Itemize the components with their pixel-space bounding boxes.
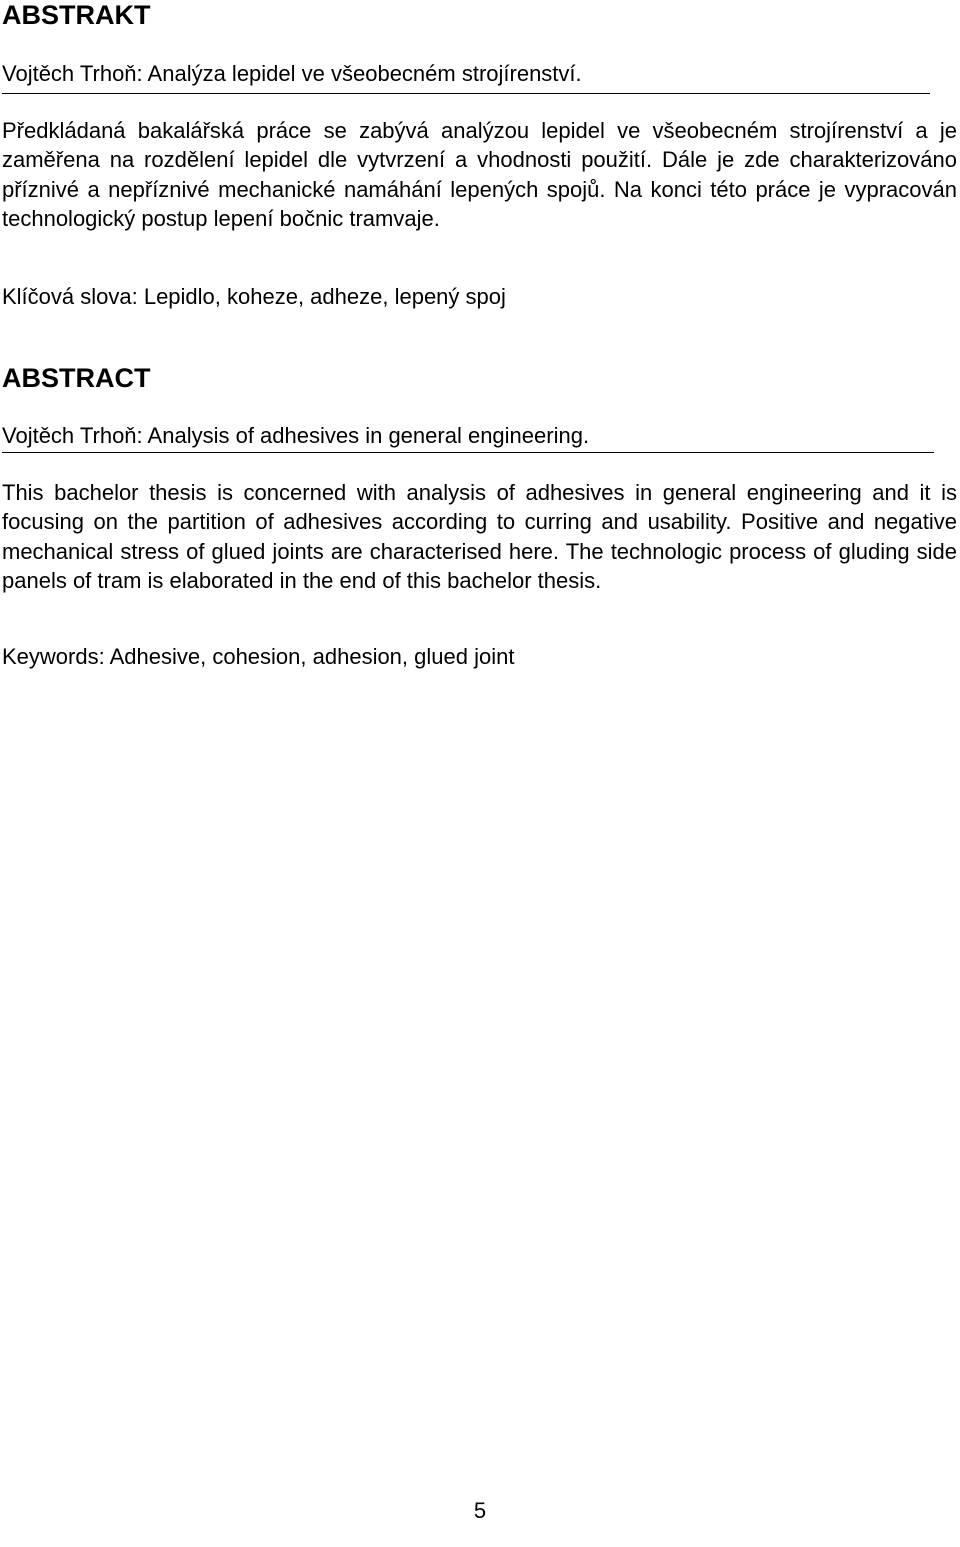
english-title-underline: [2, 452, 934, 453]
abstract-heading: ABSTRACT: [2, 363, 151, 393]
english-author-title: Vojtěch Trhoň: Analysis of adhesives in general engineering.: [2, 423, 590, 448]
english-abstract-paragraph: This bachelor thesis is concerned with analysis of adhesives in general engineering and it is focusing on the partition of adhesives according to curring and usability. Positive and negative mechanical stress of glued joints are characterised here. The technologic process of gluding side panels of tram is elaborated in the end of this bachelor thesis.: [2, 480, 957, 594]
english-keywords: Keywords: Adhesive, cohesion, adhesion, glued joint: [2, 644, 515, 669]
czech-author-title: Vojtěch Trhoň: Analýza lepidel ve všeobecném strojírenství.: [2, 61, 582, 86]
czech-title-underline: [2, 93, 930, 94]
czech-keywords: Klíčová slova: Lepidlo, koheze, adheze, lepený spoj: [2, 284, 506, 309]
czech-abstract-paragraph: Předkládaná bakalářská práce se zabývá analýzou lepidel ve všeobecném strojírenství a je zaměřena na rozdělení lepidel dle vytvrzení a vhodnosti použití. Dále je zde charakterizováno příznivé a nepříznivé mechanické namáhání lepených spojů. Na konci této práce je vypracován technologický postup lepení bočnic tramvaje.: [2, 118, 957, 232]
page-number: 5: [473, 1498, 487, 1523]
abstrakt-heading: ABSTRAKT: [2, 0, 151, 30]
